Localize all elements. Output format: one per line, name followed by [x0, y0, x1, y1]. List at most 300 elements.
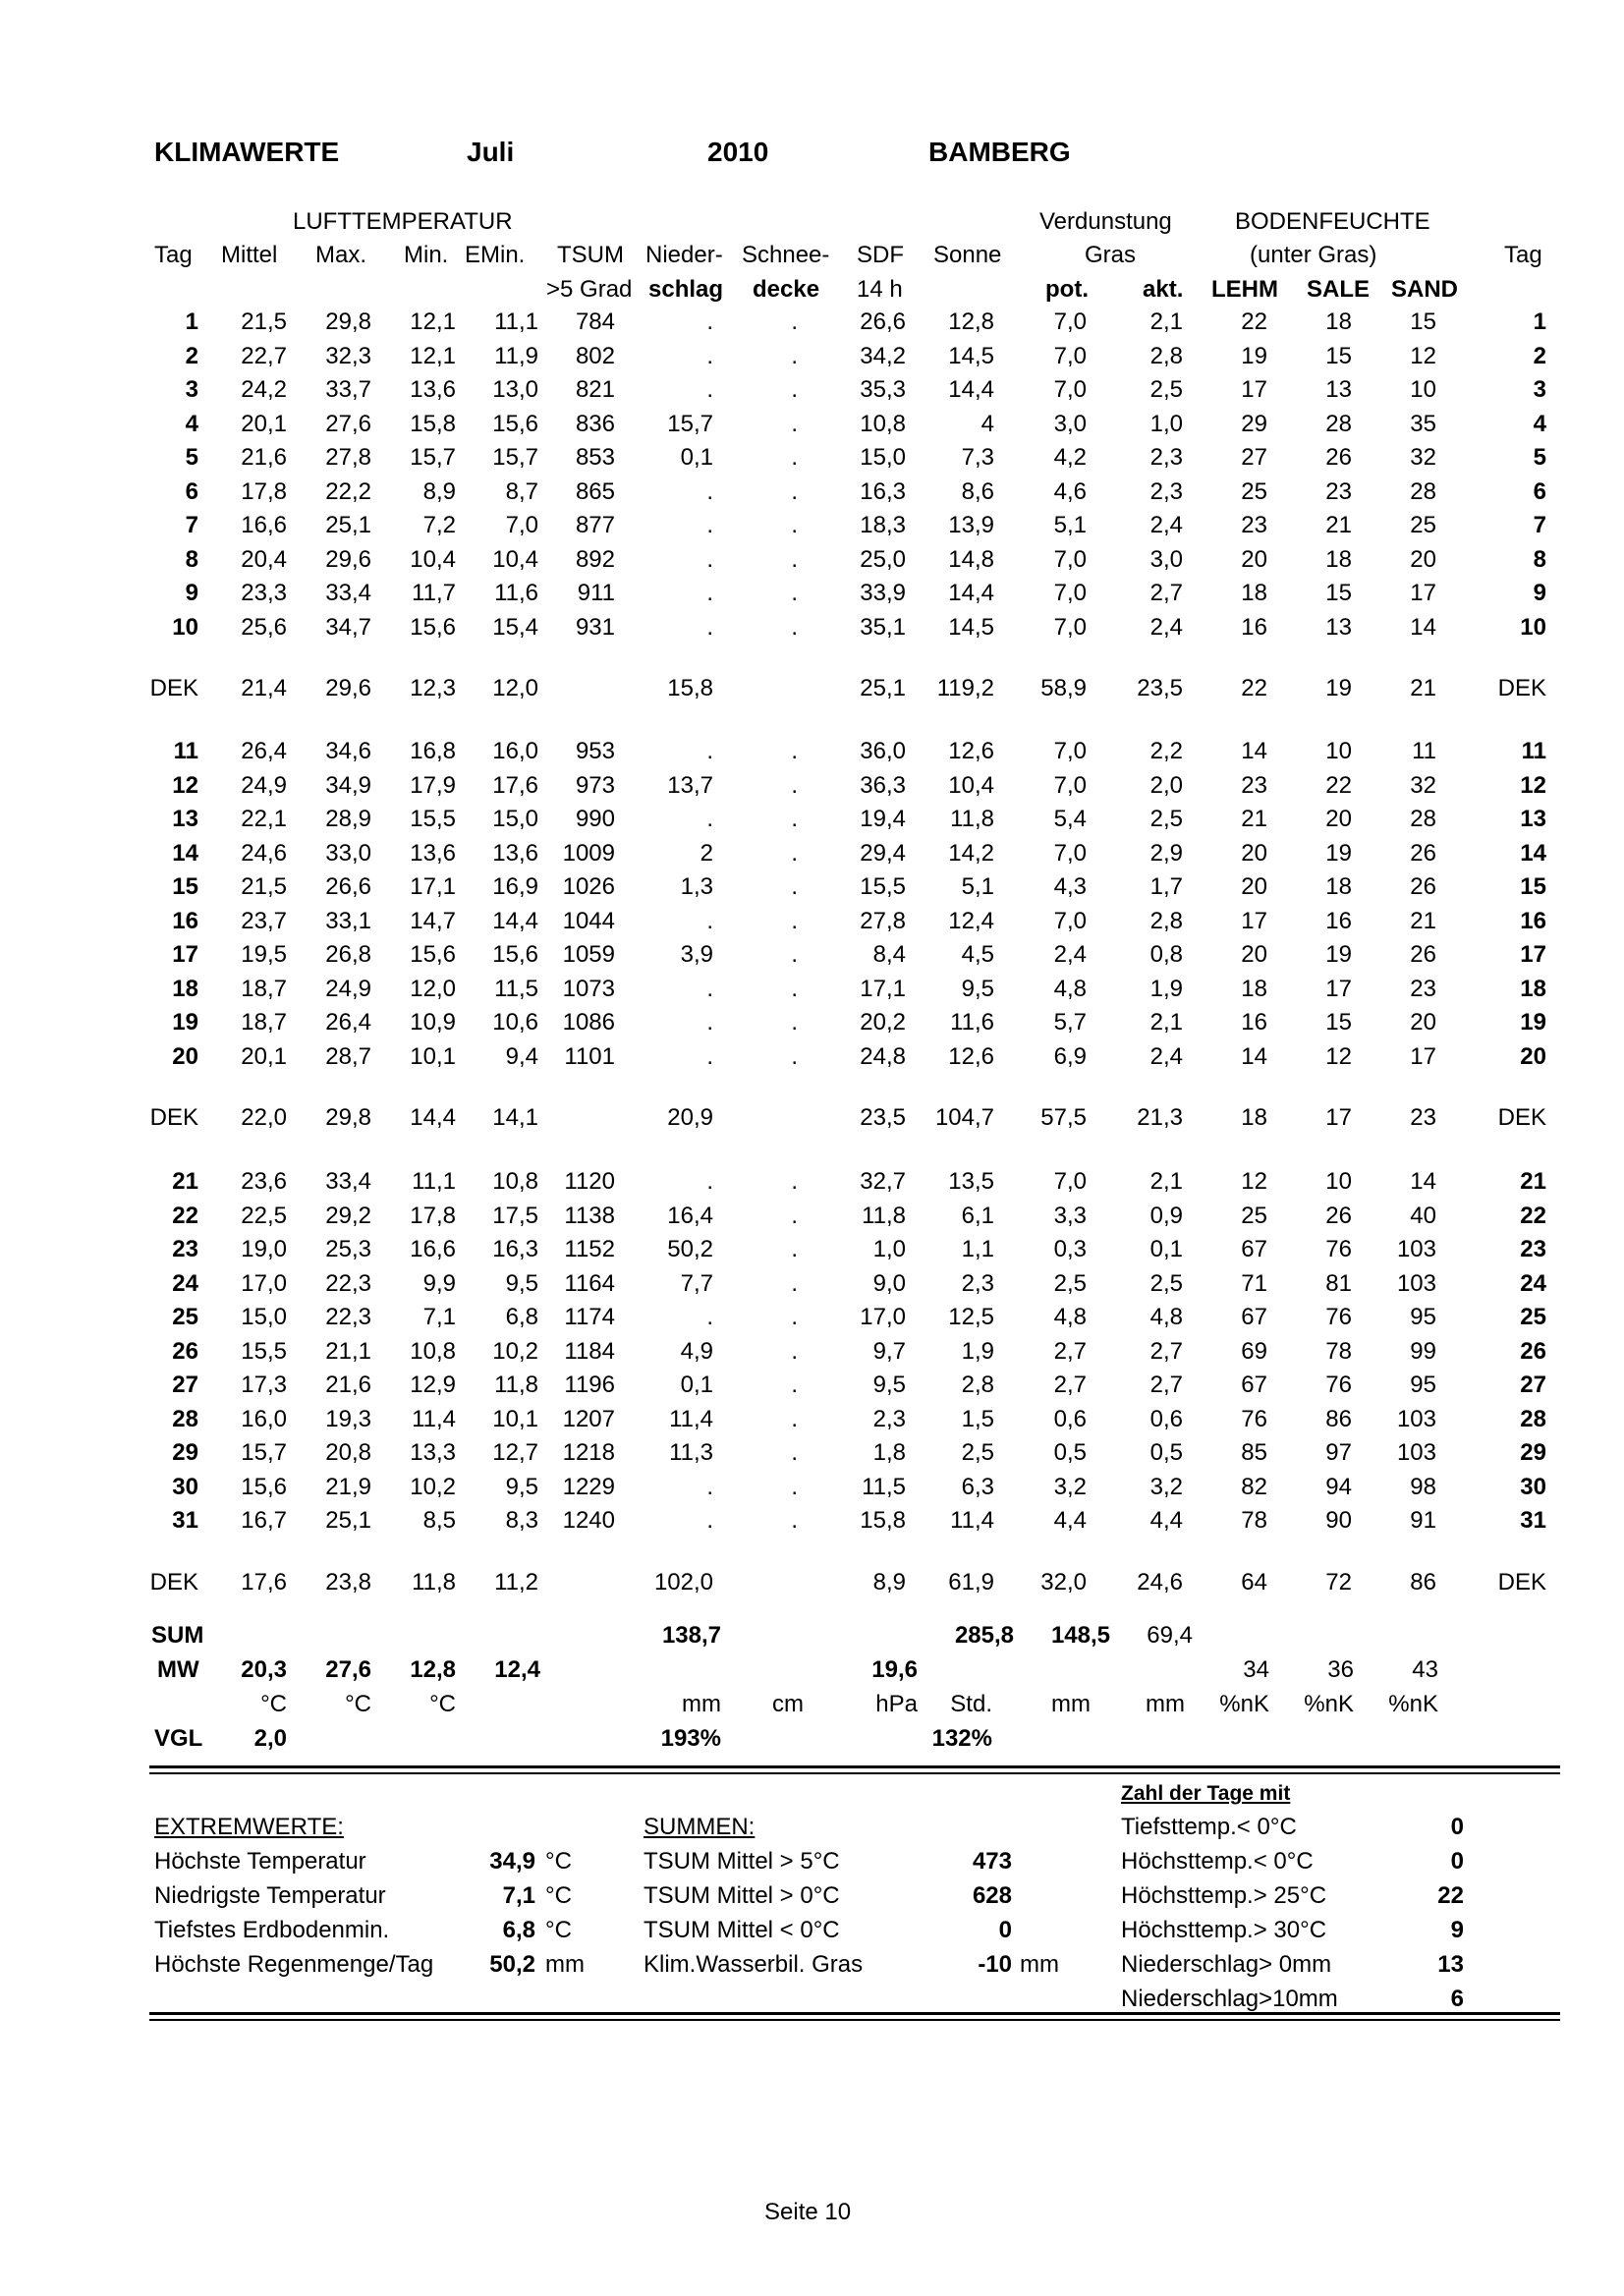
cell-sdf: 11,8 — [862, 1202, 906, 1229]
cell-emin: 9,5 — [505, 1473, 538, 1500]
unit-niederschlag: mm — [682, 1691, 721, 1717]
tage-label: Tiefsttemp.< 0°C — [1121, 1814, 1297, 1840]
cell-verdunstung-pot: 4,6 — [1053, 477, 1087, 505]
cell-sale: 23 — [1325, 477, 1352, 505]
cell-verdunstung-pot: 4,4 — [1053, 1507, 1087, 1534]
cell-max: 34,9 — [325, 771, 371, 799]
cell-min: 13,6 — [410, 839, 456, 867]
cell-lehm: 85 — [1241, 1439, 1267, 1466]
cell-max: 29,2 — [325, 1202, 371, 1229]
cell-mittel: 23,6 — [241, 1168, 287, 1195]
header-lehm: LEHM — [1211, 276, 1278, 303]
cell-sale: 17 — [1325, 975, 1352, 1002]
cell-mittel: 21,5 — [241, 873, 287, 900]
cell-verdunstung-pot: 7,0 — [1053, 771, 1087, 799]
cell-verdunstung-pot: 4,2 — [1053, 444, 1087, 471]
summe-value: 0 — [998, 1917, 1012, 1943]
cell-max: 29,6 — [325, 545, 371, 573]
header-tag: Tag — [154, 242, 193, 268]
cell-sand: 12 — [1410, 342, 1436, 369]
cell-sdf: 35,3 — [860, 376, 906, 403]
cell-emin: 10,8 — [492, 1168, 538, 1195]
cell-sdf: 36,3 — [860, 771, 906, 799]
cell-sand: 95 — [1410, 1304, 1436, 1330]
cell-max: 24,9 — [325, 975, 371, 1002]
cell-sdf: 32,7 — [860, 1168, 906, 1195]
cell-sdf: 19,4 — [860, 806, 906, 832]
cell-sonne: 2,3 — [961, 1269, 994, 1297]
cell-verdunstung-pot: 7,0 — [1053, 580, 1087, 606]
cell-sale: 18 — [1325, 308, 1352, 335]
cell-emin: 12,0 — [492, 675, 538, 701]
cell-lehm: 67 — [1241, 1236, 1267, 1262]
report-year: 2010 — [707, 137, 769, 167]
cell-schneedecke: . — [791, 1042, 798, 1070]
cell-niederschlag: . — [706, 512, 713, 538]
cell-tsum: 1196 — [564, 1372, 615, 1398]
cell-min: 10,4 — [410, 545, 456, 573]
cell-niederschlag: . — [706, 308, 713, 335]
mw-label: MW — [157, 1656, 199, 1683]
cell-tag-right: 14 — [1520, 839, 1546, 867]
cell-verdunstung-akt: 2,3 — [1149, 477, 1183, 505]
cell-sonne: 11,8 — [950, 806, 994, 832]
cell-mittel: 21,5 — [241, 308, 287, 335]
cell-max: 25,1 — [325, 512, 371, 538]
cell-tag-right: 23 — [1520, 1236, 1546, 1262]
header-tag-right: Tag — [1504, 242, 1542, 268]
cell-emin: 14,1 — [492, 1104, 538, 1131]
cell-max: 33,7 — [325, 376, 371, 403]
unit-max: °C — [345, 1691, 371, 1717]
cell-sdf: 35,1 — [860, 613, 906, 641]
cell-sale: 72 — [1325, 1568, 1352, 1596]
cell-sand: 20 — [1410, 1009, 1436, 1036]
cell-sale: 26 — [1325, 444, 1352, 471]
cell-emin: 17,6 — [492, 771, 538, 799]
cell-lehm: 82 — [1241, 1473, 1267, 1500]
cell-verdunstung-pot: 7,0 — [1053, 1168, 1087, 1195]
cell-verdunstung-akt: 2,7 — [1149, 580, 1183, 606]
cell-tag: 24 — [172, 1269, 198, 1297]
cell-lehm: 69 — [1241, 1337, 1267, 1365]
cell-emin: 6,8 — [505, 1304, 538, 1330]
cell-schneedecke: . — [791, 444, 798, 471]
cell-tsum: 1184 — [564, 1337, 615, 1365]
cell-tag: 14 — [172, 839, 198, 867]
cell-sdf: 27,8 — [860, 907, 906, 934]
cell-schneedecke: . — [791, 1439, 798, 1466]
cell-verdunstung-akt: 3,2 — [1149, 1473, 1183, 1500]
cell-lehm: 17 — [1241, 907, 1267, 934]
extremwert-value: 34,9 — [489, 1848, 535, 1875]
divider-top-thin — [149, 1772, 1560, 1774]
cell-max: 22,3 — [325, 1269, 371, 1297]
cell-tag-right: 22 — [1520, 1202, 1546, 1229]
cell-tag: 23 — [172, 1236, 198, 1262]
cell-sonne: 1,5 — [961, 1405, 994, 1432]
cell-schneedecke: . — [791, 376, 798, 403]
cell-lehm: 64 — [1241, 1568, 1267, 1596]
cell-max: 27,8 — [325, 444, 371, 471]
cell-tsum: 1101 — [564, 1042, 615, 1070]
cell-lehm: 14 — [1241, 738, 1267, 764]
cell-tag-right: 10 — [1520, 613, 1546, 641]
cell-max: 21,6 — [325, 1372, 371, 1398]
cell-sonne: 12,6 — [948, 1042, 994, 1070]
cell-max: 28,7 — [325, 1042, 371, 1070]
cell-tsum: 1164 — [564, 1269, 615, 1297]
cell-sonne: 12,4 — [948, 907, 994, 934]
cell-niederschlag: 15,8 — [667, 675, 713, 701]
cell-sale: 78 — [1325, 1337, 1352, 1365]
cell-min: 14,4 — [410, 1104, 456, 1131]
cell-sdf: 17,0 — [860, 1304, 906, 1330]
cell-tag-right: 18 — [1520, 975, 1546, 1002]
cell-emin: 16,0 — [492, 738, 538, 764]
cell-mittel: 26,4 — [241, 738, 287, 764]
cell-niederschlag: 7,7 — [680, 1269, 713, 1297]
cell-sale: 10 — [1325, 738, 1352, 764]
cell-niederschlag: 11,4 — [669, 1405, 713, 1432]
cell-emin: 10,4 — [492, 545, 538, 573]
cell-mittel: 23,3 — [241, 580, 287, 606]
cell-tag: 7 — [185, 512, 198, 538]
cell-max: 33,0 — [325, 839, 371, 867]
cell-sdf: 11,5 — [862, 1473, 906, 1500]
cell-mittel: 22,7 — [241, 342, 287, 369]
cell-mittel: 20,4 — [241, 545, 287, 573]
cell-verdunstung-pot: 32,0 — [1040, 1568, 1087, 1596]
cell-sand: 103 — [1396, 1405, 1436, 1432]
cell-niederschlag: 4,9 — [680, 1337, 713, 1365]
header-tsum: TSUM — [557, 242, 624, 268]
header-group-verdunstung: Verdunstung — [1039, 208, 1172, 235]
cell-emin: 10,1 — [492, 1405, 538, 1432]
cell-max: 23,8 — [325, 1568, 371, 1596]
cell-sale: 13 — [1325, 613, 1352, 641]
cell-tag: 16 — [172, 907, 198, 934]
cell-sdf: 16,3 — [860, 477, 906, 505]
cell-min: 15,6 — [410, 941, 456, 968]
cell-sand: 10 — [1410, 376, 1436, 403]
mw-mittel: 20,3 — [241, 1656, 287, 1683]
cell-sonne: 4 — [980, 410, 994, 437]
cell-max: 20,8 — [325, 1439, 371, 1466]
cell-tsum: 1073 — [562, 975, 615, 1002]
cell-sdf: 20,2 — [860, 1009, 906, 1036]
cell-sonne: 14,5 — [948, 342, 994, 369]
cell-schneedecke: . — [791, 907, 798, 934]
cell-schneedecke: . — [791, 1372, 798, 1398]
cell-sonne: 10,4 — [948, 771, 994, 799]
cell-niederschlag: 1,3 — [680, 873, 713, 900]
cell-verdunstung-akt: 2,5 — [1149, 1269, 1183, 1297]
cell-tag-right: 7 — [1533, 512, 1546, 538]
cell-min: 16,8 — [410, 738, 456, 764]
cell-sand: 98 — [1410, 1473, 1436, 1500]
cell-verdunstung-akt: 0,6 — [1149, 1405, 1183, 1432]
cell-tag: 17 — [172, 941, 198, 968]
extremwert-label: Höchste Regenmenge/Tag — [154, 1951, 434, 1978]
cell-tsum: 1174 — [564, 1304, 615, 1330]
header-nieder-sub: schlag — [648, 276, 724, 303]
cell-verdunstung-pot: 0,5 — [1053, 1439, 1087, 1466]
cell-sale: 18 — [1325, 545, 1352, 573]
cell-verdunstung-pot: 7,0 — [1053, 839, 1087, 867]
cell-emin: 9,5 — [505, 1269, 538, 1297]
cell-sale: 15 — [1325, 1009, 1352, 1036]
cell-sonne: 13,5 — [948, 1168, 994, 1195]
cell-schneedecke: . — [791, 1168, 798, 1195]
cell-sale: 16 — [1325, 907, 1352, 934]
extremwerte-heading: EXTREMWERTE: — [154, 1814, 344, 1840]
cell-sonne: 6,3 — [961, 1473, 994, 1500]
cell-verdunstung-pot: 3,2 — [1053, 1473, 1087, 1500]
extremwert-unit: °C — [545, 1848, 572, 1875]
cell-verdunstung-pot: 2,7 — [1053, 1337, 1087, 1365]
cell-verdunstung-pot: 2,7 — [1053, 1372, 1087, 1398]
cell-verdunstung-akt: 2,7 — [1149, 1372, 1183, 1398]
cell-emin: 8,7 — [505, 477, 538, 505]
cell-schneedecke: . — [791, 580, 798, 606]
cell-tsum: 1044 — [562, 907, 615, 934]
cell-lehm: 16 — [1241, 613, 1267, 641]
header-tsum-sub: >5 Grad — [546, 276, 633, 303]
cell-mittel: 21,6 — [241, 444, 287, 471]
cell-sdf: 23,5 — [860, 1104, 906, 1131]
cell-verdunstung-akt: 2,5 — [1149, 806, 1183, 832]
cell-min: 12,1 — [410, 342, 456, 369]
mw-emin: 12,4 — [494, 1656, 540, 1683]
cell-verdunstung-pot: 7,0 — [1053, 376, 1087, 403]
cell-tag-right: 29 — [1520, 1439, 1546, 1466]
cell-min: 10,1 — [410, 1042, 456, 1070]
cell-verdunstung-akt: 23,5 — [1137, 675, 1183, 701]
cell-niederschlag: 0,1 — [680, 1372, 713, 1398]
header-sdf: SDF — [857, 242, 904, 268]
cell-mittel: 18,7 — [241, 1009, 287, 1036]
cell-niederschlag: . — [706, 1304, 713, 1330]
cell-sdf: 9,7 — [872, 1337, 906, 1365]
cell-tag-right: 15 — [1520, 873, 1546, 900]
cell-tsum: 836 — [575, 410, 615, 437]
cell-sdf: 1,8 — [872, 1439, 906, 1466]
cell-lehm: 25 — [1241, 477, 1267, 505]
cell-sale: 10 — [1325, 1168, 1352, 1195]
cell-mittel: 19,0 — [241, 1236, 287, 1262]
cell-verdunstung-pot: 57,5 — [1040, 1104, 1087, 1131]
cell-lehm: 18 — [1241, 1104, 1267, 1131]
cell-sand: 103 — [1396, 1269, 1436, 1297]
cell-sand: 14 — [1410, 1168, 1436, 1195]
cell-sand: 21 — [1410, 907, 1436, 934]
unit-verdunstung-pot: mm — [1051, 1691, 1091, 1717]
cell-sdf: 15,8 — [860, 1507, 906, 1534]
cell-max: 26,8 — [325, 941, 371, 968]
cell-tag: 30 — [172, 1473, 198, 1500]
mw-min: 12,8 — [410, 1656, 456, 1683]
cell-sand: 11 — [1412, 738, 1436, 764]
cell-mittel: 24,9 — [241, 771, 287, 799]
cell-tsum: 865 — [575, 477, 615, 505]
header-schnee: Schnee- — [742, 242, 830, 268]
cell-sdf: 15,5 — [860, 873, 906, 900]
cell-sand: 103 — [1396, 1236, 1436, 1262]
cell-emin: 15,7 — [492, 444, 538, 471]
cell-min: 15,8 — [410, 410, 456, 437]
cell-verdunstung-akt: 21,3 — [1137, 1104, 1183, 1131]
cell-max: 22,3 — [325, 1304, 371, 1330]
header-max: Max. — [315, 242, 367, 268]
cell-lehm: 17 — [1241, 376, 1267, 403]
cell-lehm: 67 — [1241, 1372, 1267, 1398]
cell-niederschlag: 102,0 — [653, 1568, 713, 1596]
cell-sand: 32 — [1410, 444, 1436, 471]
cell-tsum: 1218 — [562, 1439, 615, 1466]
cell-min: 8,5 — [422, 1507, 456, 1534]
cell-tag: 22 — [172, 1202, 198, 1229]
cell-verdunstung-akt: 2,9 — [1149, 839, 1183, 867]
cell-sonne: 104,7 — [934, 1104, 994, 1131]
cell-min: 11,8 — [412, 1568, 456, 1596]
cell-tag-right: 17 — [1520, 941, 1546, 968]
cell-verdunstung-pot: 4,3 — [1053, 873, 1087, 900]
cell-sale: 76 — [1325, 1304, 1352, 1330]
cell-mittel: 23,7 — [241, 907, 287, 934]
cell-lehm: 23 — [1241, 512, 1267, 538]
cell-tag-right: 20 — [1520, 1042, 1546, 1070]
cell-max: 27,6 — [325, 410, 371, 437]
cell-sale: 97 — [1325, 1439, 1352, 1466]
header-min: Min. — [404, 242, 449, 268]
vgl-sonne: 132% — [931, 1725, 992, 1752]
cell-sonne: 14,4 — [948, 580, 994, 606]
extremwert-value: 6,8 — [502, 1917, 535, 1943]
cell-emin: 11,2 — [494, 1568, 538, 1596]
cell-emin: 14,4 — [492, 907, 538, 934]
cell-tag-right: 27 — [1520, 1372, 1546, 1398]
cell-tsum: 931 — [575, 613, 615, 641]
cell-min: 15,5 — [410, 806, 456, 832]
cell-min: 15,7 — [410, 444, 456, 471]
cell-mittel: 22,5 — [241, 1202, 287, 1229]
cell-emin: 12,7 — [492, 1439, 538, 1466]
cell-sand: 28 — [1410, 806, 1436, 832]
cell-mittel: 18,7 — [241, 975, 287, 1002]
cell-tag-right: 8 — [1533, 545, 1546, 573]
cell-sand: 95 — [1410, 1372, 1436, 1398]
cell-min: 16,6 — [410, 1236, 456, 1262]
cell-tag-right: DEK — [1497, 1568, 1546, 1596]
cell-tag-right: 21 — [1520, 1168, 1546, 1195]
cell-tag: 29 — [172, 1439, 198, 1466]
cell-tag-right: 5 — [1533, 444, 1546, 471]
vgl-label: VGL — [154, 1725, 203, 1752]
cell-min: 9,9 — [422, 1269, 456, 1297]
cell-verdunstung-akt: 1,7 — [1149, 873, 1183, 900]
cell-tag: 2 — [185, 342, 198, 369]
cell-sale: 17 — [1325, 1104, 1352, 1131]
cell-sale: 94 — [1325, 1473, 1352, 1500]
cell-verdunstung-pot: 7,0 — [1053, 308, 1087, 335]
divider-top-thick — [149, 1765, 1560, 1768]
cell-sonne: 14,8 — [948, 545, 994, 573]
cell-tag-right: 16 — [1520, 907, 1546, 934]
tage-value: 0 — [1450, 1814, 1464, 1840]
cell-tag: 3 — [185, 376, 198, 403]
cell-mittel: 22,1 — [241, 806, 287, 832]
cell-tag: 12 — [172, 771, 198, 799]
cell-verdunstung-akt: 2,4 — [1149, 512, 1183, 538]
cell-verdunstung-pot: 0,3 — [1053, 1236, 1087, 1262]
cell-max: 29,6 — [325, 675, 371, 701]
cell-emin: 8,3 — [505, 1507, 538, 1534]
cell-niederschlag: 3,9 — [680, 941, 713, 968]
cell-lehm: 20 — [1241, 873, 1267, 900]
cell-lehm: 22 — [1241, 675, 1267, 701]
summe-value: -10 — [978, 1951, 1012, 1978]
cell-mittel: 17,6 — [241, 1568, 287, 1596]
cell-tsum: 1009 — [562, 839, 615, 867]
cell-niederschlag: . — [706, 975, 713, 1002]
unit-verdunstung-akt: mm — [1146, 1691, 1185, 1717]
summe-label: TSUM Mittel > 5°C — [644, 1848, 840, 1875]
cell-tag: 8 — [185, 545, 198, 573]
cell-sonne: 14,2 — [948, 839, 994, 867]
cell-tag: DEK — [149, 1568, 198, 1596]
cell-verdunstung-akt: 2,1 — [1149, 1168, 1183, 1195]
cell-schneedecke: . — [791, 941, 798, 968]
cell-lehm: 25 — [1241, 1202, 1267, 1229]
cell-sonne: 5,1 — [961, 873, 994, 900]
header-sdf-sub: 14 h — [857, 276, 903, 303]
cell-sale: 86 — [1325, 1405, 1352, 1432]
cell-sdf: 2,3 — [872, 1405, 906, 1432]
cell-min: 11,1 — [412, 1168, 456, 1195]
tage-value: 9 — [1450, 1917, 1464, 1943]
cell-sale: 19 — [1325, 675, 1352, 701]
cell-tag: 28 — [172, 1405, 198, 1432]
cell-sdf: 9,5 — [872, 1372, 906, 1398]
cell-min: 17,1 — [410, 873, 456, 900]
cell-min: 12,0 — [410, 975, 456, 1002]
cell-tag-right: 11 — [1521, 738, 1546, 764]
cell-schneedecke: . — [791, 512, 798, 538]
cell-emin: 15,4 — [492, 613, 538, 641]
cell-sale: 15 — [1325, 342, 1352, 369]
cell-mittel: 17,0 — [241, 1269, 287, 1297]
cell-verdunstung-akt: 0,9 — [1149, 1202, 1183, 1229]
cell-sand: 40 — [1410, 1202, 1436, 1229]
cell-min: 12,3 — [410, 675, 456, 701]
cell-min: 11,7 — [412, 580, 456, 606]
cell-mittel: 16,0 — [241, 1405, 287, 1432]
cell-sonne: 12,6 — [948, 738, 994, 764]
cell-sale: 12 — [1325, 1042, 1352, 1070]
cell-niederschlag: 15,7 — [667, 410, 713, 437]
unit-mittel: °C — [260, 1691, 287, 1717]
summe-label: Klim.Wasserbil. Gras — [644, 1951, 864, 1978]
cell-verdunstung-akt: 24,6 — [1137, 1568, 1183, 1596]
cell-sdf: 10,8 — [860, 410, 906, 437]
cell-schneedecke: . — [791, 1337, 798, 1365]
cell-tag: DEK — [149, 1104, 198, 1131]
cell-verdunstung-akt: 2,3 — [1149, 444, 1183, 471]
cell-schneedecke: . — [791, 1507, 798, 1534]
cell-max: 19,3 — [325, 1405, 371, 1432]
cell-mittel: 17,8 — [241, 477, 287, 505]
